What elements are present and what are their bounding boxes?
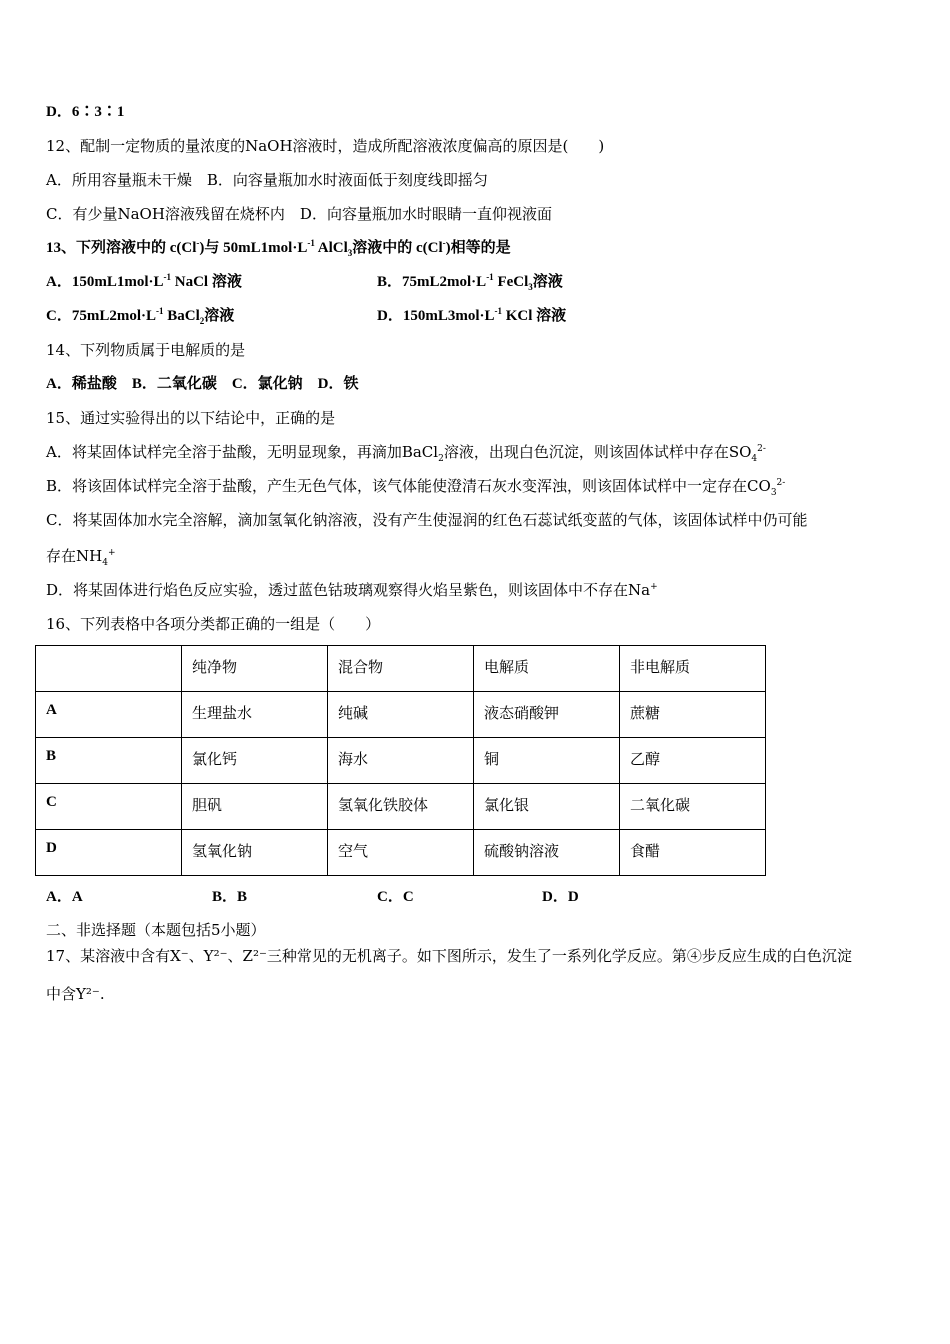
q12-stem: 12、配制一定物质的量浓度的NaOH溶液时，造成所配溶液浓度偏高的原因是( ) [46,137,605,155]
table-row-label: C [36,784,182,830]
q11-option-d: D．6∶3∶1 [46,104,125,120]
q15-option-c: C．将某固体加水完全溶解，滴加氢氧化钠溶液，没有产生使湿润的红色石蕊试纸变蓝的气体，该固体试样中仍可能 [46,511,808,529]
table-row-label: B [36,738,182,784]
q15-option-b: B．将该固体试样完全溶于盐酸，产生无色气体，该气体能使澄清石灰水变浑浊，则该固体试样中一定存在$CO_3^{2-}$ [46,477,786,498]
q13-option-a: A．$150mL1mol\cdot L^{-1}$ NaCl 溶液 [46,272,242,290]
q16-option-d: D．D [542,889,579,905]
table-header-cell: 非电解质 [620,646,766,692]
table-cell: 胆矾 [182,784,328,830]
q14-options: A．稀盐酸 B．二氧化碳 C．氯化钠 D．铁 [46,376,359,392]
q15-option-d: D．将某固体进行焰色反应实验，透过蓝色钴玻璃观察得火焰呈紫色，则该固体中不存在Na+ [46,581,658,599]
q13-option-d: D．$150mL3mol\cdot L^{-1}$ KCl 溶液 [377,306,567,324]
table-cell: 液态硝酸钾 [474,692,620,738]
table-cell: 海水 [328,738,474,784]
section-title: 二、非选择题（本题包括5小题） [46,921,266,939]
q14-stem: 14、下列物质属于电解质的是 [46,341,246,359]
table-cell: 硫酸钠溶液 [474,830,620,876]
table-row [36,830,766,876]
table-row [36,692,766,738]
table-header-cell: 电解质 [474,646,620,692]
table-header-cell [36,646,182,692]
table-cell: 纯碱 [328,692,474,738]
table-cell: 空气 [328,830,474,876]
table-cell: 二氧化碳 [620,784,766,830]
table-row [36,784,766,830]
table-cell: 蔗糖 [620,692,766,738]
table-cell: 生理盐水 [182,692,328,738]
q16-stem: 16、下列表格中各项分类都正确的一组是（ ） [46,615,381,633]
table-header-cell: 纯净物 [182,646,328,692]
classification-table [35,645,766,876]
table-cell: 氯化钙 [182,738,328,784]
table-cell: 氢氧化铁胶体 [328,784,474,830]
table-cell: 食醋 [620,830,766,876]
q13-option-c: C．$75mL2mol\cdot L^{-1}$ BaCl$_2$溶液 [46,306,235,326]
q16-option-a: A．A [46,889,83,905]
q16-option-b: B．B [212,889,248,905]
table-row [36,738,766,784]
table-cell: 氯化银 [474,784,620,830]
q13-stem: 13、下列溶液中的 c(Cl-)与 $50mL1mol\cdot L^{-1}$ AlCl$_3$溶液中的 c(Cl-)相等的是 [46,238,511,258]
table-header-cell: 混合物 [328,646,474,692]
q12-options-cd: C．有少量NaOH溶液残留在烧杯内 D．向容量瓶加水时眼睛一直仰视液面 [46,205,552,223]
table-row-label: A [36,692,182,738]
q15-option-a: A．将某固体试样完全溶于盐酸，无明显现象，再滴加BaCl$_2$溶液，出现白色沉淀，则该固体试样中存在$SO_4^{2-}$ [46,443,766,464]
q17-stem-continued: 中含Y²⁻. [46,985,105,1003]
table-header-row [36,646,766,692]
q17-stem: 17、某溶液中含有X⁻、Y²⁻、Z²⁻三种常见的无机离子。如下图所示，发生了一系列化学反应。第④步反应生成的白色沉淀 [46,947,852,965]
table-cell: 乙醇 [620,738,766,784]
table-cell: 氢氧化钠 [182,830,328,876]
q15-stem: 15、通过实验得出的以下结论中，正确的是 [46,409,336,427]
q16-option-c: C．C [377,889,414,905]
q13-option-b: B．$75mL2mol\cdot L^{-1}$ FeCl$_3$溶液 [377,272,563,292]
table-row-label: D [36,830,182,876]
q15-option-c-continued: 存在$NH_4^+$ [46,547,116,568]
q12-options-ab: A．所用容量瓶未干燥 B．向容量瓶加水时液面低于刻度线即摇匀 [46,171,488,189]
table-cell: 铜 [474,738,620,784]
